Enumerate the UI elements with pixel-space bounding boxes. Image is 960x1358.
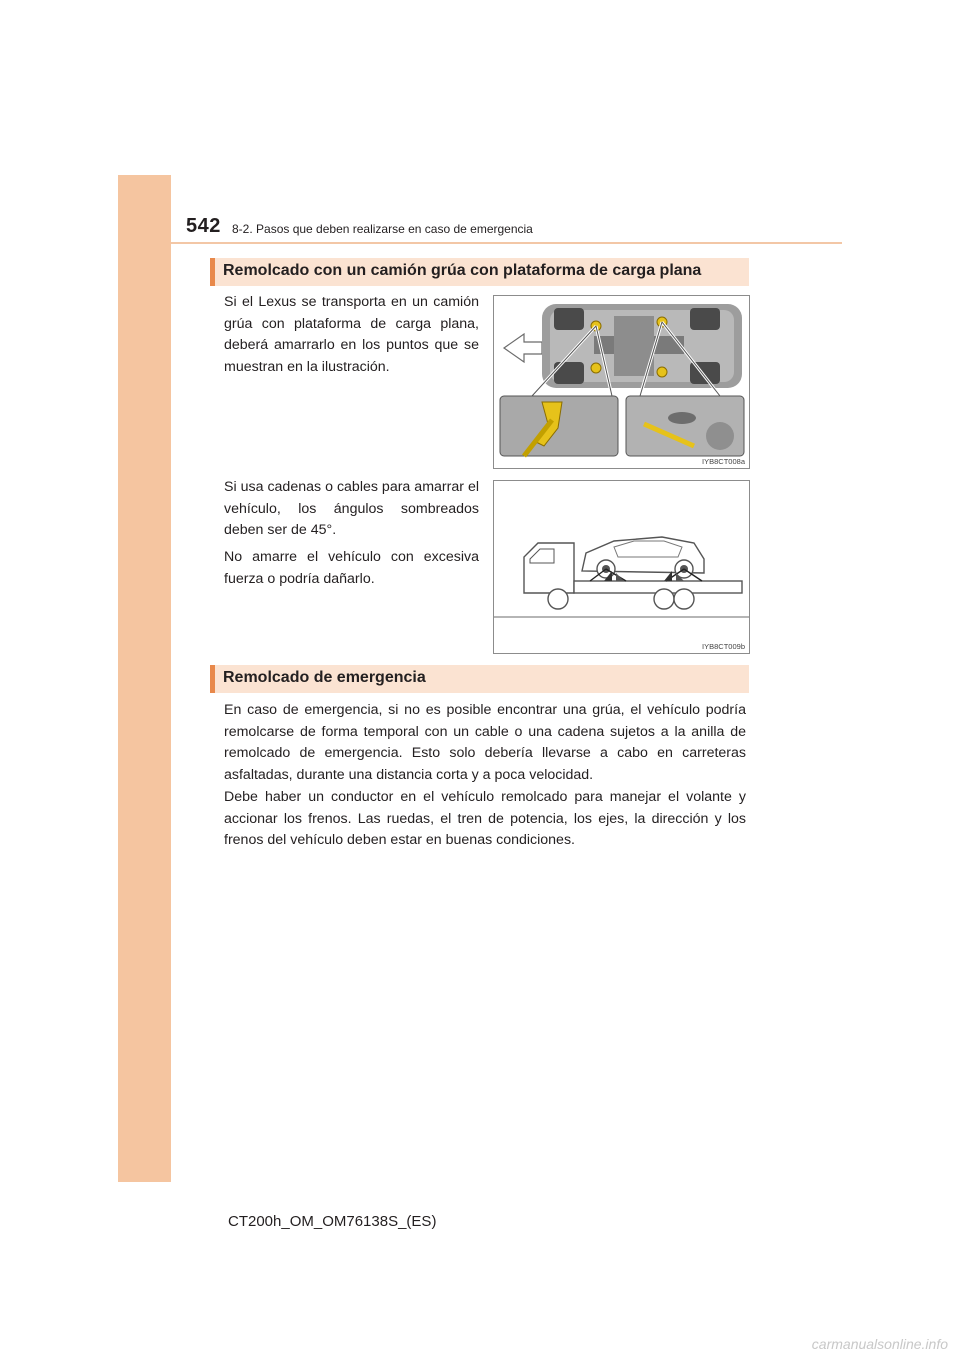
section-title: Remolcado con un camión grúa con plataforma de carga plana (223, 262, 702, 279)
underbody-illustration (494, 296, 749, 468)
document-code: CT200h_OM_OM76138S_(ES) (228, 1213, 437, 1230)
section-header-emergency-towing (210, 665, 749, 693)
paragraph-flatbed-intro: Si el Lexus se transporta en un camión grúa con plataforma de carga plana, deberá amarrarlo en los puntos que se muestran en la ilustración. (224, 294, 479, 375)
running-head: 8-2. Pasos que deben realizarse en caso de emergencia (232, 222, 533, 236)
figure-code: IYB8CT008a (702, 457, 745, 466)
section-header-flatbed (210, 258, 749, 286)
paragraph-chain-angle: Si usa cadenas o cables para amarrar el vehículo, los ángulos sombreados deben ser de 45°. (224, 479, 479, 538)
figure-tiedown-points (493, 295, 750, 469)
figure-flatbed-truck (493, 480, 750, 654)
watermark: carmanualsonline.info (811, 1336, 948, 1352)
paragraph-driver-required: Debe haber un conductor en el vehículo remolcado para manejar el volante y accionar los frenos. Las ruedas, el tren de potencia, los ejes, la dirección y los frenos del vehículo deben estar en buenas condiciones. (224, 789, 746, 848)
flatbed-truck-illustration (494, 481, 749, 653)
header-rule (171, 242, 842, 244)
chapter-side-tab (118, 175, 171, 1182)
paragraph-no-excess-force: No amarre el vehículo con excesiva fuerza o podría dañarlo. (224, 549, 479, 587)
paragraph-emergency-towing: En caso de emergencia, si no es posible encontrar una grúa, el vehículo podría remolcarse de forma temporal con un cable o una cadena sujetos a la anilla de remolcado de emergencia. Esto solo debería llevarse a cabo en carreteras asfaltadas, durante una distancia corta y a poca velocidad. (224, 702, 746, 783)
section-title: Remolcado de emergencia (223, 669, 426, 686)
page-number: 542 (186, 215, 221, 237)
figure-code: IYB8CT009b (702, 642, 745, 651)
